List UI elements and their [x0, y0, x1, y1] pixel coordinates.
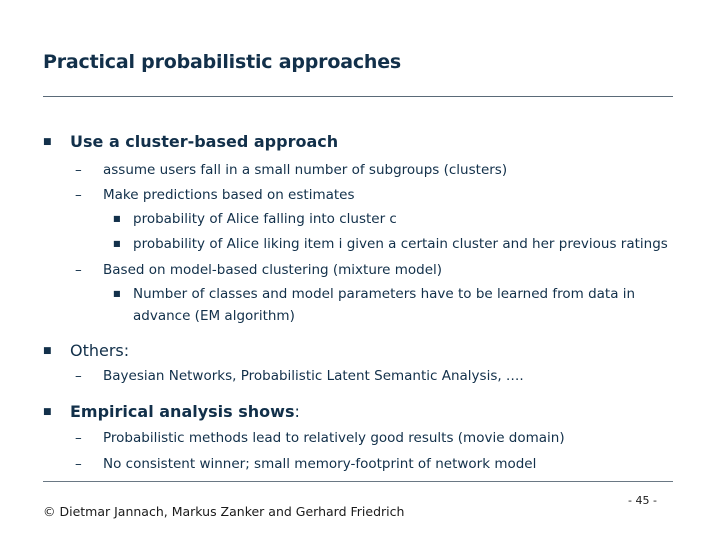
square-bullet-icon: ■ [113, 214, 121, 223]
footer-divider [43, 481, 673, 482]
sub-bullet-text: assume users fall in a small number of subgroups (clusters) [103, 162, 508, 178]
bullet-empirical-analysis [43, 402, 300, 421]
bullet-cluster-approach [43, 132, 338, 151]
sub-bullet [75, 368, 524, 384]
dash-bullet-icon: – [75, 368, 82, 384]
square-bullet-icon: ■ [43, 137, 52, 147]
square-bullet-icon: ■ [113, 289, 121, 298]
square-bullet-icon: ■ [113, 239, 121, 248]
title-divider [43, 96, 673, 97]
sub-sub-bullet-text: probability of Alice falling into cluster c [133, 211, 397, 227]
sub-bullet-text: No consistent winner; small memory-footprint of network model [103, 456, 537, 472]
square-bullet-icon: ■ [43, 346, 52, 356]
bullet-text: Empirical analysis shows [70, 402, 295, 421]
bullet-text: Others: [70, 341, 130, 360]
bullet-others [43, 341, 129, 360]
slide-title: Practical probabilistic approaches [43, 51, 402, 73]
sub-sub-bullet [113, 211, 397, 227]
sub-bullet [75, 187, 355, 203]
sub-sub-bullet [113, 236, 668, 252]
sub-bullet [75, 162, 507, 178]
page-number: - 45 - [628, 494, 657, 507]
sub-bullet-text: Probabilistic methods lead to relatively good results (movie domain) [103, 430, 565, 446]
sub-bullet-text: Based on model-based clustering (mixture model) [103, 262, 443, 278]
dash-bullet-icon: – [75, 187, 82, 203]
sub-sub-bullet-continuation [113, 308, 295, 324]
square-bullet-icon: ■ [43, 407, 52, 417]
sub-sub-bullet-text: Number of classes and model parameters have to be learned from data in [133, 286, 636, 302]
dash-bullet-icon: – [75, 162, 82, 178]
dash-bullet-icon: – [75, 262, 82, 278]
sub-sub-bullet [113, 286, 635, 302]
footer-authors: © Dietmar Jannach, Markus Zanker and Gerhard Friedrich [43, 504, 405, 519]
sub-bullet-text: Make predictions based on estimates [103, 187, 355, 203]
sub-bullet [75, 456, 536, 472]
dash-bullet-icon: – [75, 456, 82, 472]
dash-bullet-icon: – [75, 430, 82, 446]
bullet-text: Use a cluster-based approach [70, 132, 339, 151]
sub-bullet-text: Bayesian Networks, Probabilistic Latent Semantic Analysis, …. [103, 368, 524, 384]
sub-sub-bullet-text: probability of Alice liking item i given a certain cluster and her previous ratings [133, 236, 668, 252]
sub-bullet [75, 430, 565, 446]
sub-bullet [75, 262, 442, 278]
sub-sub-bullet-text: advance (EM algorithm) [133, 308, 295, 324]
bullet-text-suffix: : [294, 402, 300, 421]
